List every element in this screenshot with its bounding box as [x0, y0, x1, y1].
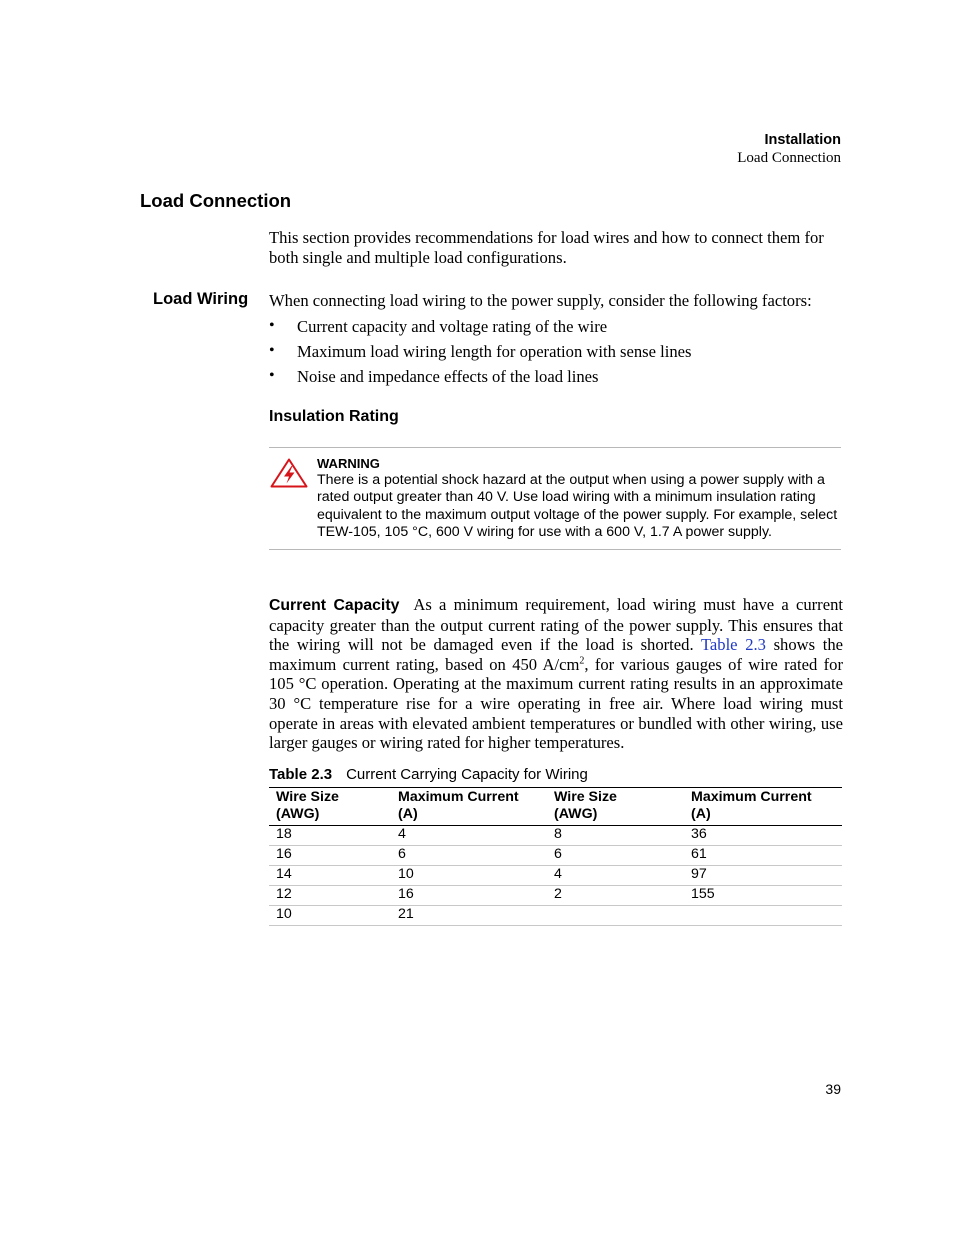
warning-top-divider — [269, 447, 841, 448]
table-cell: 155 — [684, 886, 842, 906]
table-cell: 4 — [547, 866, 684, 886]
header-wire-size-2: Wire Size (AWG) — [547, 788, 684, 826]
current-capacity-text-2: shows the maximum current rating, based on 450 A/cm — [269, 635, 843, 674]
table-cell: 2 — [547, 886, 684, 906]
list-item-text: Noise and impedance effects of the load lines — [297, 367, 599, 386]
table-number: Table 2.3 — [269, 766, 333, 783]
table-cell: 21 — [391, 906, 547, 926]
running-header-chapter: Installation — [764, 132, 841, 148]
table-cell: 61 — [684, 846, 842, 866]
list-item — [269, 317, 844, 342]
table-cell: 8 — [547, 826, 684, 846]
header-wire-size-1: Wire Size (AWG) — [269, 788, 391, 826]
header-max-current-2: Maximum Current (A) — [684, 788, 842, 826]
wire-capacity-table — [269, 787, 842, 926]
list-item-text: Maximum load wiring length for operation with sense lines — [297, 342, 692, 361]
table-cell: 16 — [391, 886, 547, 906]
table-caption — [269, 766, 588, 783]
superscript-2: 2 — [579, 655, 585, 667]
list-item — [269, 367, 844, 392]
table-2-3-link[interactable]: Table 2.3 — [700, 635, 766, 655]
warning-label: WARNING — [317, 456, 380, 471]
table-cell: 36 — [684, 826, 842, 846]
table-cell: 14 — [269, 866, 391, 886]
electrical-hazard-warning-icon — [270, 458, 308, 488]
table-header-row — [269, 788, 842, 826]
table-cell: 6 — [547, 846, 684, 866]
table-cell — [684, 906, 842, 926]
table-cell: 10 — [269, 906, 391, 926]
header-max-current-1: Maximum Current (A) — [391, 788, 547, 826]
insulation-rating-heading: Insulation Rating — [269, 408, 399, 425]
table-cell: 16 — [269, 846, 391, 866]
table-row — [269, 906, 842, 926]
intro-paragraph: This section provides recommendations for load wires and how to connect them for both single and multiple load configurations. — [269, 228, 824, 267]
table-row — [269, 886, 842, 906]
warning-text: There is a potential shock hazard at the output when using a power supply with a rated output greater than 40 V. Use load wiring with a minimum insulation rating equivalent to the maximum output voltage of the power supply. For example, select TEW-105, 105 °C, 600 V wiring for use with a 600 V, 1.7 A power supply. — [317, 472, 838, 541]
load-wiring-intro: When connecting load wiring to the power supply, consider the following factors: — [269, 291, 812, 310]
bullet-glyph: • — [269, 342, 275, 359]
table-cell: 10 — [391, 866, 547, 886]
page-number: 39 — [825, 1081, 841, 1097]
warning-bottom-divider — [269, 549, 841, 550]
table-cell: 97 — [684, 866, 842, 886]
table-cell: 18 — [269, 826, 391, 846]
load-wiring-heading: Load Wiring — [153, 290, 249, 308]
current-capacity-paragraph — [269, 595, 843, 753]
list-item-text: Current capacity and voltage rating of the wire — [297, 317, 608, 336]
table-row — [269, 846, 842, 866]
bullet-glyph: • — [269, 317, 275, 334]
current-capacity-text-1: As a minimum requirement, load wiring must have a current capacity greater than the output current rating of the power supply. This ensures that the wiring will not be damaged even if the load is shorted. — [269, 595, 843, 655]
table-cell — [547, 906, 684, 926]
list-item — [269, 342, 844, 367]
current-capacity-text-3: , for various gauges of wire rated for 105 °C operation. Operating at the maximum current rating results in an approximate 30 °C temperature rise for a wire operating in free air. Where load wiring must operate in areas with elevated ambient temperatures or bundled with other wiring, use larger gauges or wiring rated for higher temperatures. — [269, 654, 843, 753]
running-header-section: Load Connection — [737, 150, 841, 166]
bullet-glyph: • — [269, 367, 275, 384]
current-capacity-heading: Current Capacity — [269, 597, 400, 614]
table-row — [269, 866, 842, 886]
table-cell: 4 — [391, 826, 547, 846]
table-cell: 6 — [391, 846, 547, 866]
section-title: Load Connection — [140, 190, 292, 211]
table-title: Current Carrying Capacity for Wiring — [346, 766, 588, 783]
running-header — [737, 131, 841, 167]
factors-list — [269, 317, 844, 392]
table-row — [269, 826, 842, 846]
table-cell: 12 — [269, 886, 391, 906]
